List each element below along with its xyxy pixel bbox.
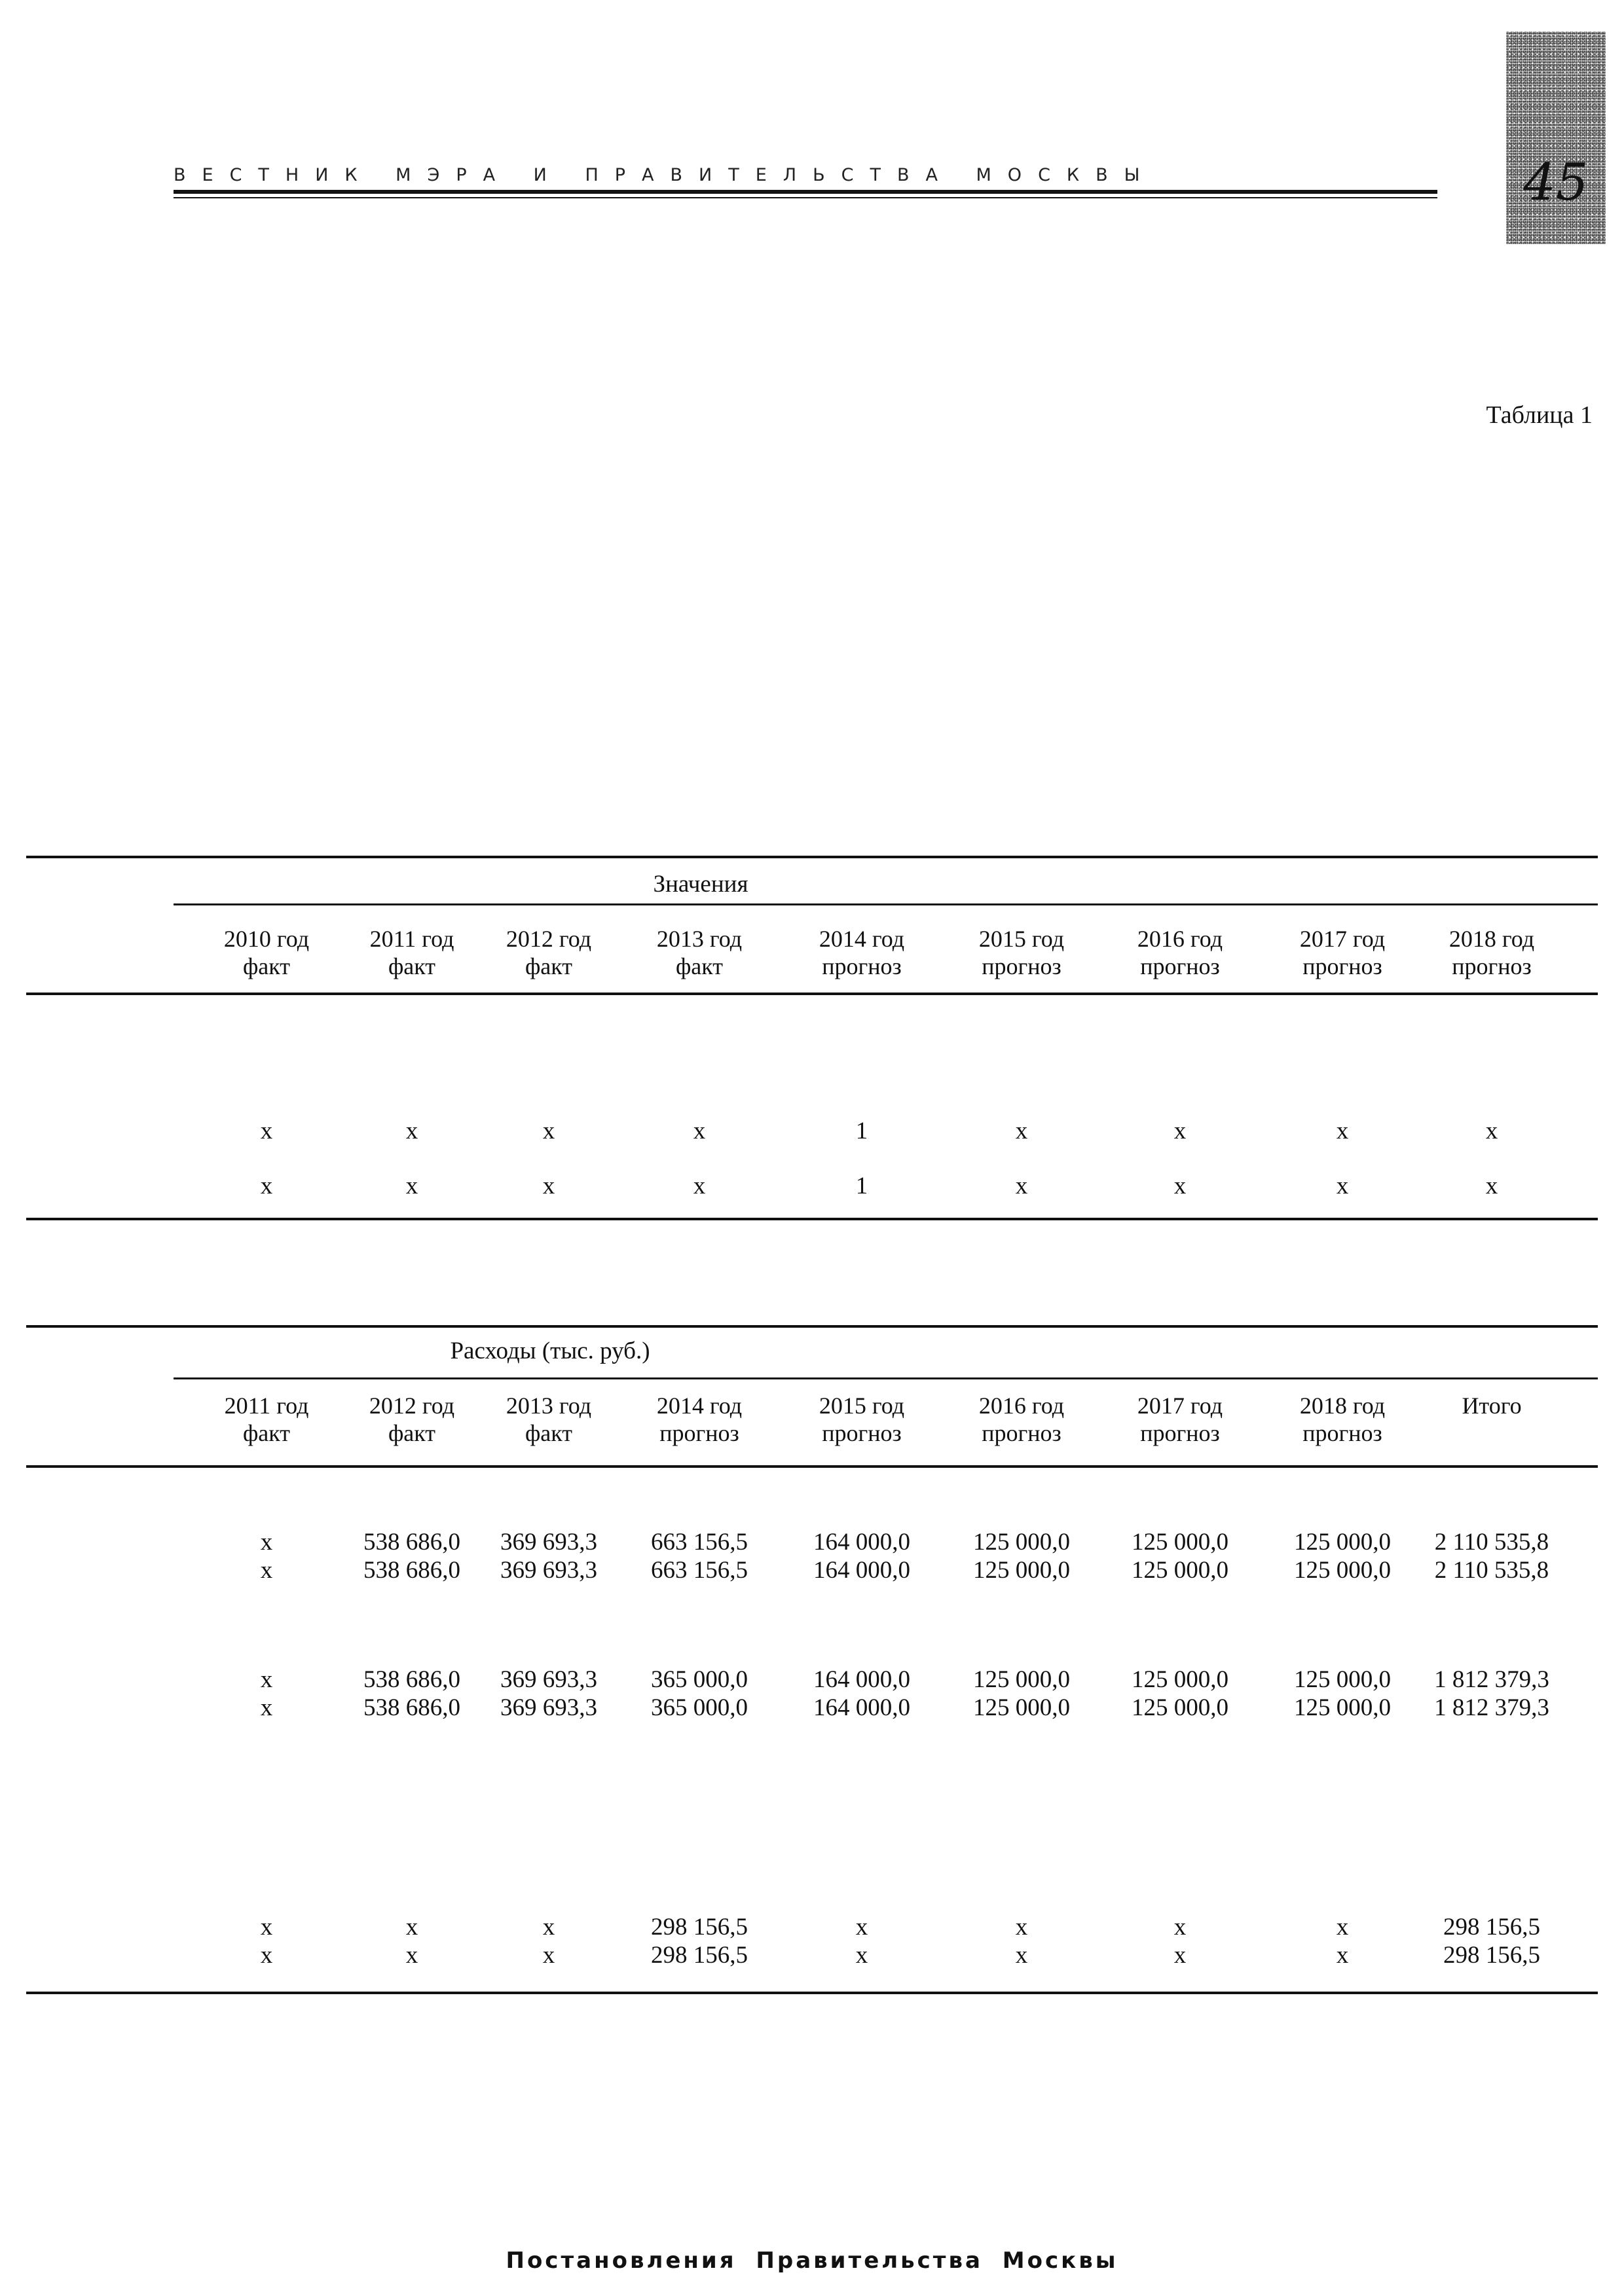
header-rule bbox=[174, 190, 1437, 194]
expenses_table-cell: 538 686,0 bbox=[363, 1557, 460, 1584]
values-table-top-rule bbox=[26, 856, 1598, 858]
values_table-column-kind: прогноз bbox=[1452, 953, 1532, 979]
expenses_table-cell: x bbox=[1015, 1914, 1028, 1941]
expenses_table-cell: 538 686,0 bbox=[363, 1666, 460, 1693]
expenses_table-column-header bbox=[225, 1392, 309, 1447]
values_table-column-year: 2013 год bbox=[656, 926, 743, 952]
expenses_table-cell: 365 000,0 bbox=[651, 1694, 748, 1721]
expenses_table-column-header bbox=[369, 1392, 454, 1447]
expenses-table-bottom-rule bbox=[26, 1992, 1598, 1994]
values_table-column-year: 2018 год bbox=[1449, 926, 1535, 952]
expenses_table-column-year: 2018 год bbox=[1299, 1393, 1386, 1419]
expenses_table-cell: x bbox=[405, 1942, 418, 1969]
expenses_table-cell: x bbox=[405, 1914, 418, 1941]
expenses_table-column-header bbox=[1137, 1392, 1223, 1447]
expenses_table-column-year: 2014 год bbox=[656, 1393, 743, 1419]
expenses_table-cell: 125 000,0 bbox=[973, 1529, 1070, 1556]
table-label: Таблица 1 bbox=[1486, 401, 1593, 429]
values_table-cell: x bbox=[1015, 1173, 1028, 1199]
expenses_table-cell: x bbox=[542, 1914, 555, 1941]
values_table-column-header bbox=[370, 925, 454, 980]
values_table-cell: x bbox=[693, 1118, 706, 1144]
expenses_table-cell: x bbox=[855, 1942, 868, 1969]
values_table-column-kind: факт bbox=[525, 953, 573, 979]
expenses_table-cell: x bbox=[1336, 1942, 1349, 1969]
expenses-table-header-bottom-rule bbox=[26, 1465, 1598, 1468]
expenses_table-cell: 298 156,5 bbox=[1443, 1942, 1540, 1969]
expenses_table-cell: 538 686,0 bbox=[363, 1529, 460, 1556]
expenses_table-cell: 1 812 379,3 bbox=[1434, 1694, 1549, 1721]
page-number-box bbox=[1506, 31, 1606, 244]
values_table-column-year: 2011 год bbox=[369, 926, 454, 952]
expenses_table-column-year: 2011 год bbox=[224, 1393, 309, 1419]
expenses_table-column-kind: прогноз bbox=[659, 1420, 739, 1446]
values_table-column-kind: прогноз bbox=[822, 953, 902, 979]
expenses_table-column-header bbox=[1300, 1392, 1385, 1447]
values_table-cell: x bbox=[1485, 1118, 1498, 1144]
expenses_table-cell: 125 000,0 bbox=[1294, 1694, 1391, 1721]
expenses_table-cell: 2 110 535,8 bbox=[1434, 1529, 1549, 1556]
footer-section-title: Постановления Правительства Москвы bbox=[506, 2248, 1118, 2274]
expenses_table-cell: 538 686,0 bbox=[363, 1694, 460, 1721]
values_table-column-year: 2014 год bbox=[819, 926, 905, 952]
expenses_table-cell: 369 693,3 bbox=[500, 1529, 597, 1556]
expenses_table-cell: 125 000,0 bbox=[1294, 1557, 1391, 1584]
expenses-table-top-rule bbox=[26, 1325, 1598, 1328]
expenses-table-header-rule bbox=[174, 1377, 1598, 1379]
expenses_table-column-header bbox=[657, 1392, 742, 1447]
expenses_table-cell: 125 000,0 bbox=[1294, 1529, 1391, 1556]
expenses_table-cell: x bbox=[260, 1666, 273, 1693]
values_table-cell: x bbox=[405, 1173, 418, 1199]
values_table-cell: x bbox=[1336, 1173, 1349, 1199]
values_table-column-kind: факт bbox=[242, 953, 291, 979]
values_table-column-header bbox=[506, 925, 591, 980]
expenses_table-column-header bbox=[979, 1392, 1064, 1447]
expenses_table-cell: x bbox=[542, 1942, 555, 1969]
values-table-header-bottom-rule bbox=[26, 993, 1598, 995]
values_table-cell: x bbox=[260, 1118, 273, 1144]
expenses_table-column-kind: прогноз bbox=[822, 1420, 902, 1446]
expenses_table-column-year: 2013 год bbox=[506, 1393, 592, 1419]
expenses_table-cell: x bbox=[260, 1557, 273, 1584]
values_table-column-kind: прогноз bbox=[1140, 953, 1220, 979]
expenses_table-cell: 125 000,0 bbox=[1294, 1666, 1391, 1693]
expenses_table-cell: 164 000,0 bbox=[813, 1694, 910, 1721]
values_table-cell: x bbox=[405, 1118, 418, 1144]
expenses_table-cell: 365 000,0 bbox=[651, 1666, 748, 1693]
values_table-cell: x bbox=[693, 1173, 706, 1199]
expenses_table-cell: 369 693,3 bbox=[500, 1557, 597, 1584]
values_table-column-header bbox=[1137, 925, 1223, 980]
values_table-cell: x bbox=[1173, 1118, 1187, 1144]
values_table-cell: x bbox=[1485, 1173, 1498, 1199]
running-head: ВЕСТНИК МЭРА И ПРАВИТЕЛЬСТВА МОСКВЫ bbox=[174, 165, 1156, 185]
expenses_table-cell: 298 156,5 bbox=[651, 1914, 748, 1941]
values_table-column-header bbox=[1300, 925, 1385, 980]
expenses_table-cell: x bbox=[1336, 1914, 1349, 1941]
values-table-title: Значения bbox=[653, 871, 748, 898]
values_table-cell: x bbox=[1336, 1118, 1349, 1144]
values_table-column-year: 2016 год bbox=[1137, 926, 1223, 952]
expenses_table-cell: 164 000,0 bbox=[813, 1557, 910, 1584]
values_table-column-header bbox=[657, 925, 742, 980]
expenses_table-cell: 125 000,0 bbox=[973, 1666, 1070, 1693]
values_table-column-kind: прогноз bbox=[1302, 953, 1382, 979]
expenses_table-cell: 164 000,0 bbox=[813, 1529, 910, 1556]
values_table-column-header bbox=[224, 925, 309, 980]
expenses_table-cell: x bbox=[1173, 1942, 1187, 1969]
page-number: 45 bbox=[1523, 153, 1589, 212]
expenses_table-cell: 663 156,5 bbox=[651, 1529, 748, 1556]
expenses_table-cell: 125 000,0 bbox=[1132, 1557, 1228, 1584]
expenses_table-cell: 663 156,5 bbox=[651, 1557, 748, 1584]
values_table-column-year: 2012 год bbox=[506, 926, 592, 952]
expenses_table-cell: x bbox=[260, 1694, 273, 1721]
expenses_table-column-kind: факт bbox=[242, 1420, 291, 1446]
expenses_table-cell: x bbox=[855, 1914, 868, 1941]
expenses_table-cell: 369 693,3 bbox=[500, 1694, 597, 1721]
expenses_table-cell: x bbox=[260, 1529, 273, 1556]
expenses_table-cell: x bbox=[1173, 1914, 1187, 1941]
expenses_table-column-header bbox=[819, 1392, 904, 1447]
expenses_table-column-kind: факт bbox=[525, 1420, 573, 1446]
expenses_table-cell: x bbox=[260, 1942, 273, 1969]
expenses_table-column-year: 2015 год bbox=[819, 1393, 905, 1419]
header-rule-thin bbox=[174, 197, 1437, 198]
expenses_table-column-kind: прогноз bbox=[1140, 1420, 1220, 1446]
expenses_table-column-header bbox=[506, 1392, 591, 1447]
values_table-cell: x bbox=[1015, 1118, 1028, 1144]
expenses_table-cell: 125 000,0 bbox=[1132, 1529, 1228, 1556]
values-table-bottom-rule bbox=[26, 1218, 1598, 1220]
values-table-header-rule bbox=[174, 903, 1598, 905]
expenses_table-cell: 298 156,5 bbox=[651, 1942, 748, 1969]
expenses_table-cell: 125 000,0 bbox=[973, 1557, 1070, 1584]
values_table-column-kind: прогноз bbox=[982, 953, 1061, 979]
expenses_table-cell: x bbox=[1015, 1942, 1028, 1969]
expenses_table-cell: 125 000,0 bbox=[1132, 1666, 1228, 1693]
values_table-column-kind: факт bbox=[675, 953, 724, 979]
values_table-column-year: 2010 год bbox=[223, 926, 310, 952]
values_table-column-kind: факт bbox=[388, 953, 436, 979]
expenses-table-title: Расходы (тыс. руб.) bbox=[450, 1338, 650, 1364]
expenses_table-cell: 1 812 379,3 bbox=[1434, 1666, 1549, 1693]
expenses_table-column-year: Итого bbox=[1462, 1393, 1522, 1419]
expenses_table-column-kind: прогноз bbox=[1302, 1420, 1382, 1446]
expenses_table-cell: 369 693,3 bbox=[500, 1666, 597, 1693]
expenses_table-cell: 2 110 535,8 bbox=[1434, 1557, 1549, 1584]
expenses_table-column-header bbox=[1462, 1392, 1521, 1419]
values_table-column-year: 2015 год bbox=[978, 926, 1065, 952]
expenses_table-cell: x bbox=[260, 1914, 273, 1941]
expenses_table-cell: 125 000,0 bbox=[1132, 1694, 1228, 1721]
expenses_table-column-year: 2012 год bbox=[369, 1393, 455, 1419]
expenses_table-cell: 298 156,5 bbox=[1443, 1914, 1540, 1941]
values_table-cell: x bbox=[1173, 1173, 1187, 1199]
values_table-column-header bbox=[1449, 925, 1534, 980]
values_table-column-header bbox=[979, 925, 1064, 980]
values_table-cell: 1 bbox=[855, 1173, 868, 1199]
values_table-column-year: 2017 год bbox=[1299, 926, 1386, 952]
values_table-cell: x bbox=[260, 1173, 273, 1199]
values_table-cell: 1 bbox=[855, 1118, 868, 1144]
values_table-cell: x bbox=[542, 1118, 555, 1144]
expenses_table-column-kind: прогноз bbox=[982, 1420, 1061, 1446]
expenses_table-cell: 164 000,0 bbox=[813, 1666, 910, 1693]
values_table-cell: x bbox=[542, 1173, 555, 1199]
expenses_table-column-kind: факт bbox=[388, 1420, 436, 1446]
values_table-column-header bbox=[819, 925, 904, 980]
expenses_table-cell: 125 000,0 bbox=[973, 1694, 1070, 1721]
expenses_table-column-year: 2017 год bbox=[1137, 1393, 1223, 1419]
expenses_table-column-year: 2016 год bbox=[978, 1393, 1065, 1419]
